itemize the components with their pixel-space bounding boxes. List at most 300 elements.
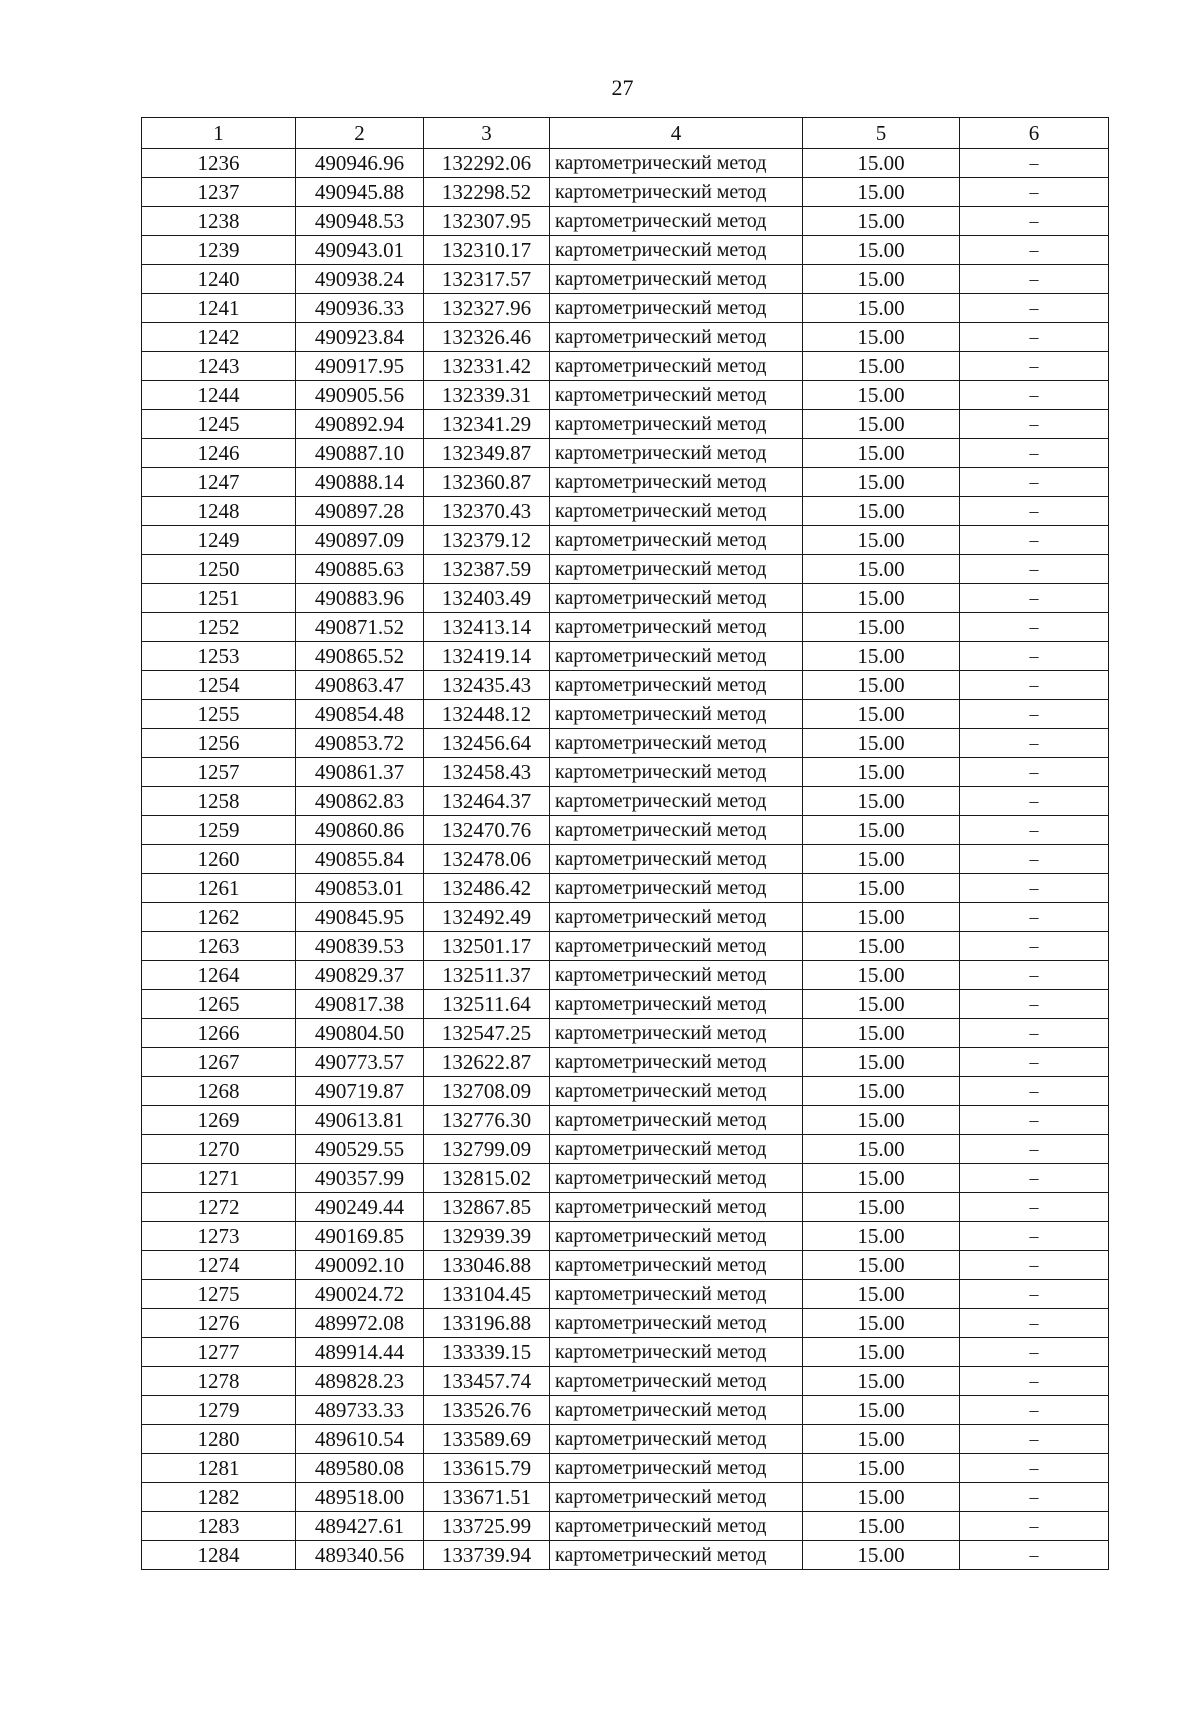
method-cell: картометрический метод xyxy=(550,671,803,700)
x-coordinate-cell: 490897.09 xyxy=(296,526,424,555)
x-coordinate-cell: 490863.47 xyxy=(296,671,424,700)
accuracy-cell: 15.00 xyxy=(803,1309,960,1338)
table-row xyxy=(142,584,1109,613)
x-coordinate-cell: 490845.95 xyxy=(296,903,424,932)
accuracy-cell: 15.00 xyxy=(803,207,960,236)
description-cell: – xyxy=(960,1425,1109,1454)
method-cell: картометрический метод xyxy=(550,1077,803,1106)
accuracy-cell: 15.00 xyxy=(803,1251,960,1280)
method-cell: картометрический метод xyxy=(550,845,803,874)
table-row xyxy=(142,1251,1109,1280)
accuracy-cell: 15.00 xyxy=(803,990,960,1019)
x-coordinate-cell: 490529.55 xyxy=(296,1135,424,1164)
x-coordinate-cell: 490888.14 xyxy=(296,468,424,497)
table-row xyxy=(142,903,1109,932)
method-cell: картометрический метод xyxy=(550,990,803,1019)
y-coordinate-cell: 132939.39 xyxy=(424,1222,550,1251)
method-cell: картометрический метод xyxy=(550,1280,803,1309)
table-row xyxy=(142,555,1109,584)
y-coordinate-cell: 132403.49 xyxy=(424,584,550,613)
table-row xyxy=(142,236,1109,265)
y-coordinate-cell: 132310.17 xyxy=(424,236,550,265)
method-cell: картометрический метод xyxy=(550,1512,803,1541)
accuracy-cell: 15.00 xyxy=(803,613,960,642)
accuracy-cell: 15.00 xyxy=(803,497,960,526)
page-number: 27 xyxy=(611,75,634,100)
method-cell: картометрический метод xyxy=(550,758,803,787)
y-coordinate-cell: 133104.45 xyxy=(424,1280,550,1309)
description-cell: – xyxy=(960,526,1109,555)
y-coordinate-cell: 132464.37 xyxy=(424,787,550,816)
accuracy-cell: 15.00 xyxy=(803,555,960,584)
table-row xyxy=(142,932,1109,961)
x-coordinate-cell: 490897.28 xyxy=(296,497,424,526)
description-cell: – xyxy=(960,1222,1109,1251)
accuracy-cell: 15.00 xyxy=(803,1512,960,1541)
description-cell: – xyxy=(960,1135,1109,1164)
accuracy-cell: 15.00 xyxy=(803,1280,960,1309)
x-coordinate-cell: 490773.57 xyxy=(296,1048,424,1077)
accuracy-cell: 15.00 xyxy=(803,1135,960,1164)
table-row xyxy=(142,1135,1109,1164)
y-coordinate-cell: 133046.88 xyxy=(424,1251,550,1280)
description-cell: – xyxy=(960,207,1109,236)
x-coordinate-cell: 489518.00 xyxy=(296,1483,424,1512)
table-row xyxy=(142,1512,1109,1541)
x-coordinate-cell: 490861.37 xyxy=(296,758,424,787)
y-coordinate-cell: 132298.52 xyxy=(424,178,550,207)
y-coordinate-cell: 132326.46 xyxy=(424,323,550,352)
point-number-cell: 1282 xyxy=(142,1483,296,1512)
point-number-cell: 1281 xyxy=(142,1454,296,1483)
x-coordinate-cell: 490839.53 xyxy=(296,932,424,961)
table-row xyxy=(142,497,1109,526)
table-row xyxy=(142,1425,1109,1454)
accuracy-cell: 15.00 xyxy=(803,236,960,265)
accuracy-cell: 15.00 xyxy=(803,1483,960,1512)
y-coordinate-cell: 132387.59 xyxy=(424,555,550,584)
point-number-cell: 1253 xyxy=(142,642,296,671)
accuracy-cell: 15.00 xyxy=(803,1193,960,1222)
table-row xyxy=(142,758,1109,787)
table-row xyxy=(142,1164,1109,1193)
description-cell: – xyxy=(960,1483,1109,1512)
table-row xyxy=(142,990,1109,1019)
method-cell: картометрический метод xyxy=(550,352,803,381)
description-cell: – xyxy=(960,787,1109,816)
point-number-cell: 1240 xyxy=(142,265,296,294)
y-coordinate-cell: 133526.76 xyxy=(424,1396,550,1425)
accuracy-cell: 15.00 xyxy=(803,874,960,903)
table-row xyxy=(142,1309,1109,1338)
y-coordinate-cell: 132511.37 xyxy=(424,961,550,990)
accuracy-cell: 15.00 xyxy=(803,149,960,178)
y-coordinate-cell: 132379.12 xyxy=(424,526,550,555)
accuracy-cell: 15.00 xyxy=(803,1164,960,1193)
x-coordinate-cell: 490917.95 xyxy=(296,352,424,381)
y-coordinate-cell: 132419.14 xyxy=(424,642,550,671)
table-row xyxy=(142,352,1109,381)
method-cell: картометрический метод xyxy=(550,439,803,468)
method-cell: картометрический метод xyxy=(550,207,803,236)
table-row xyxy=(142,1396,1109,1425)
point-number-cell: 1251 xyxy=(142,584,296,613)
method-cell: картометрический метод xyxy=(550,1135,803,1164)
method-cell: картометрический метод xyxy=(550,1048,803,1077)
method-cell: картометрический метод xyxy=(550,294,803,323)
description-cell: – xyxy=(960,816,1109,845)
description-cell: – xyxy=(960,1077,1109,1106)
column-header-description: 6 xyxy=(960,118,1109,149)
y-coordinate-cell: 132456.64 xyxy=(424,729,550,758)
description-cell: – xyxy=(960,555,1109,584)
y-coordinate-cell: 132331.42 xyxy=(424,352,550,381)
accuracy-cell: 15.00 xyxy=(803,700,960,729)
y-coordinate-cell: 132708.09 xyxy=(424,1077,550,1106)
table-row xyxy=(142,207,1109,236)
x-coordinate-cell: 490885.63 xyxy=(296,555,424,584)
description-cell: – xyxy=(960,381,1109,410)
table-row xyxy=(142,526,1109,555)
method-cell: картометрический метод xyxy=(550,497,803,526)
y-coordinate-cell: 132799.09 xyxy=(424,1135,550,1164)
description-cell: – xyxy=(960,642,1109,671)
description-cell: – xyxy=(960,1309,1109,1338)
y-coordinate-cell: 132867.85 xyxy=(424,1193,550,1222)
point-number-cell: 1263 xyxy=(142,932,296,961)
x-coordinate-cell: 490865.52 xyxy=(296,642,424,671)
column-header-method: 4 xyxy=(550,118,803,149)
description-cell: – xyxy=(960,584,1109,613)
table-row xyxy=(142,642,1109,671)
description-cell: – xyxy=(960,236,1109,265)
x-coordinate-cell: 490862.83 xyxy=(296,787,424,816)
point-number-cell: 1245 xyxy=(142,410,296,439)
description-cell: – xyxy=(960,1193,1109,1222)
column-header-accuracy: 5 xyxy=(803,118,960,149)
x-coordinate-cell: 490855.84 xyxy=(296,845,424,874)
table-row xyxy=(142,816,1109,845)
description-cell: – xyxy=(960,1106,1109,1135)
point-number-cell: 1266 xyxy=(142,1019,296,1048)
accuracy-cell: 15.00 xyxy=(803,961,960,990)
column-header-y-coordinate: 3 xyxy=(424,118,550,149)
y-coordinate-cell: 132413.14 xyxy=(424,613,550,642)
point-number-cell: 1283 xyxy=(142,1512,296,1541)
point-number-cell: 1261 xyxy=(142,874,296,903)
y-coordinate-cell: 132511.64 xyxy=(424,990,550,1019)
table-row xyxy=(142,1338,1109,1367)
y-coordinate-cell: 132622.87 xyxy=(424,1048,550,1077)
method-cell: картометрический метод xyxy=(550,1164,803,1193)
description-cell: – xyxy=(960,149,1109,178)
x-coordinate-cell: 490169.85 xyxy=(296,1222,424,1251)
x-coordinate-cell: 490804.50 xyxy=(296,1019,424,1048)
x-coordinate-cell: 489610.54 xyxy=(296,1425,424,1454)
x-coordinate-cell: 489733.33 xyxy=(296,1396,424,1425)
point-number-cell: 1254 xyxy=(142,671,296,700)
description-cell: – xyxy=(960,1280,1109,1309)
column-header-point-number: 1 xyxy=(142,118,296,149)
method-cell: картометрический метод xyxy=(550,816,803,845)
point-number-cell: 1264 xyxy=(142,961,296,990)
accuracy-cell: 15.00 xyxy=(803,323,960,352)
table-row xyxy=(142,439,1109,468)
point-number-cell: 1248 xyxy=(142,497,296,526)
method-cell: картометрический метод xyxy=(550,700,803,729)
y-coordinate-cell: 132317.57 xyxy=(424,265,550,294)
x-coordinate-cell: 489427.61 xyxy=(296,1512,424,1541)
table-row xyxy=(142,381,1109,410)
y-coordinate-cell: 132815.02 xyxy=(424,1164,550,1193)
point-number-cell: 1255 xyxy=(142,700,296,729)
accuracy-cell: 15.00 xyxy=(803,671,960,700)
x-coordinate-cell: 490936.33 xyxy=(296,294,424,323)
point-number-cell: 1241 xyxy=(142,294,296,323)
table-row xyxy=(142,1222,1109,1251)
method-cell: картометрический метод xyxy=(550,874,803,903)
accuracy-cell: 15.00 xyxy=(803,787,960,816)
x-coordinate-cell: 490860.86 xyxy=(296,816,424,845)
x-coordinate-cell: 490092.10 xyxy=(296,1251,424,1280)
accuracy-cell: 15.00 xyxy=(803,381,960,410)
table-row xyxy=(142,1193,1109,1222)
x-coordinate-cell: 490249.44 xyxy=(296,1193,424,1222)
accuracy-cell: 15.00 xyxy=(803,1077,960,1106)
x-coordinate-cell: 489914.44 xyxy=(296,1338,424,1367)
table-row xyxy=(142,1454,1109,1483)
x-coordinate-cell: 490943.01 xyxy=(296,236,424,265)
x-coordinate-cell: 489828.23 xyxy=(296,1367,424,1396)
point-number-cell: 1278 xyxy=(142,1367,296,1396)
y-coordinate-cell: 132448.12 xyxy=(424,700,550,729)
table-row xyxy=(142,1077,1109,1106)
y-coordinate-cell: 132478.06 xyxy=(424,845,550,874)
x-coordinate-cell: 490854.48 xyxy=(296,700,424,729)
description-cell: – xyxy=(960,1164,1109,1193)
table-row xyxy=(142,671,1109,700)
accuracy-cell: 15.00 xyxy=(803,1019,960,1048)
method-cell: картометрический метод xyxy=(550,1309,803,1338)
table-row xyxy=(142,149,1109,178)
accuracy-cell: 15.00 xyxy=(803,1367,960,1396)
method-cell: картометрический метод xyxy=(550,1338,803,1367)
point-number-cell: 1270 xyxy=(142,1135,296,1164)
point-number-cell: 1265 xyxy=(142,990,296,1019)
table-row xyxy=(142,468,1109,497)
method-cell: картометрический метод xyxy=(550,555,803,584)
description-cell: – xyxy=(960,352,1109,381)
point-number-cell: 1284 xyxy=(142,1541,296,1570)
y-coordinate-cell: 132776.30 xyxy=(424,1106,550,1135)
method-cell: картометрический метод xyxy=(550,961,803,990)
point-number-cell: 1247 xyxy=(142,468,296,497)
table-row xyxy=(142,613,1109,642)
accuracy-cell: 15.00 xyxy=(803,1338,960,1367)
point-number-cell: 1244 xyxy=(142,381,296,410)
description-cell: – xyxy=(960,1019,1109,1048)
description-cell: – xyxy=(960,294,1109,323)
accuracy-cell: 15.00 xyxy=(803,1454,960,1483)
method-cell: картометрический метод xyxy=(550,1541,803,1570)
accuracy-cell: 15.00 xyxy=(803,903,960,932)
accuracy-cell: 15.00 xyxy=(803,352,960,381)
y-coordinate-cell: 133196.88 xyxy=(424,1309,550,1338)
accuracy-cell: 15.00 xyxy=(803,642,960,671)
method-cell: картометрический метод xyxy=(550,410,803,439)
x-coordinate-cell: 490923.84 xyxy=(296,323,424,352)
point-number-cell: 1269 xyxy=(142,1106,296,1135)
table-row xyxy=(142,1048,1109,1077)
description-cell: – xyxy=(960,410,1109,439)
description-cell: – xyxy=(960,845,1109,874)
table-body xyxy=(142,149,1109,1570)
accuracy-cell: 15.00 xyxy=(803,816,960,845)
description-cell: – xyxy=(960,1251,1109,1280)
point-number-cell: 1262 xyxy=(142,903,296,932)
point-number-cell: 1280 xyxy=(142,1425,296,1454)
y-coordinate-cell: 133457.74 xyxy=(424,1367,550,1396)
method-cell: картометрический метод xyxy=(550,381,803,410)
y-coordinate-cell: 132327.96 xyxy=(424,294,550,323)
description-cell: – xyxy=(960,758,1109,787)
description-cell: – xyxy=(960,729,1109,758)
table-header-row xyxy=(142,118,1109,149)
y-coordinate-cell: 132501.17 xyxy=(424,932,550,961)
point-number-cell: 1257 xyxy=(142,758,296,787)
y-coordinate-cell: 132486.42 xyxy=(424,874,550,903)
x-coordinate-cell: 490892.94 xyxy=(296,410,424,439)
description-cell: – xyxy=(960,961,1109,990)
method-cell: картометрический метод xyxy=(550,729,803,758)
y-coordinate-cell: 132349.87 xyxy=(424,439,550,468)
x-coordinate-cell: 490938.24 xyxy=(296,265,424,294)
description-cell: – xyxy=(960,439,1109,468)
point-number-cell: 1250 xyxy=(142,555,296,584)
point-number-cell: 1239 xyxy=(142,236,296,265)
table-row xyxy=(142,294,1109,323)
description-cell: – xyxy=(960,903,1109,932)
accuracy-cell: 15.00 xyxy=(803,265,960,294)
table-row xyxy=(142,1106,1109,1135)
table-row xyxy=(142,787,1109,816)
x-coordinate-cell: 490883.96 xyxy=(296,584,424,613)
table-row xyxy=(142,1019,1109,1048)
point-number-cell: 1256 xyxy=(142,729,296,758)
table-row xyxy=(142,265,1109,294)
method-cell: картометрический метод xyxy=(550,1483,803,1512)
table-row xyxy=(142,700,1109,729)
y-coordinate-cell: 132292.06 xyxy=(424,149,550,178)
y-coordinate-cell: 133671.51 xyxy=(424,1483,550,1512)
point-number-cell: 1279 xyxy=(142,1396,296,1425)
description-cell: – xyxy=(960,1512,1109,1541)
accuracy-cell: 15.00 xyxy=(803,526,960,555)
description-cell: – xyxy=(960,700,1109,729)
table-row xyxy=(142,961,1109,990)
description-cell: – xyxy=(960,497,1109,526)
x-coordinate-cell: 489340.56 xyxy=(296,1541,424,1570)
point-number-cell: 1275 xyxy=(142,1280,296,1309)
table-row xyxy=(142,1541,1109,1570)
description-cell: – xyxy=(960,613,1109,642)
y-coordinate-cell: 132341.29 xyxy=(424,410,550,439)
x-coordinate-cell: 490613.81 xyxy=(296,1106,424,1135)
point-number-cell: 1273 xyxy=(142,1222,296,1251)
point-number-cell: 1238 xyxy=(142,207,296,236)
method-cell: картометрический метод xyxy=(550,1106,803,1135)
method-cell: картометрический метод xyxy=(550,642,803,671)
point-number-cell: 1271 xyxy=(142,1164,296,1193)
point-number-cell: 1260 xyxy=(142,845,296,874)
table-row xyxy=(142,729,1109,758)
description-cell: – xyxy=(960,1338,1109,1367)
description-cell: – xyxy=(960,265,1109,294)
point-number-cell: 1249 xyxy=(142,526,296,555)
method-cell: картометрический метод xyxy=(550,149,803,178)
point-number-cell: 1252 xyxy=(142,613,296,642)
point-number-cell: 1277 xyxy=(142,1338,296,1367)
method-cell: картометрический метод xyxy=(550,526,803,555)
x-coordinate-cell: 490945.88 xyxy=(296,178,424,207)
point-number-cell: 1272 xyxy=(142,1193,296,1222)
accuracy-cell: 15.00 xyxy=(803,1396,960,1425)
method-cell: картометрический метод xyxy=(550,584,803,613)
y-coordinate-cell: 133615.79 xyxy=(424,1454,550,1483)
description-cell: – xyxy=(960,1396,1109,1425)
description-cell: – xyxy=(960,874,1109,903)
x-coordinate-cell: 490829.37 xyxy=(296,961,424,990)
point-number-cell: 1267 xyxy=(142,1048,296,1077)
x-coordinate-cell: 490887.10 xyxy=(296,439,424,468)
table-row xyxy=(142,178,1109,207)
x-coordinate-cell: 490817.38 xyxy=(296,990,424,1019)
y-coordinate-cell: 132547.25 xyxy=(424,1019,550,1048)
method-cell: картометрический метод xyxy=(550,265,803,294)
x-coordinate-cell: 489972.08 xyxy=(296,1309,424,1338)
x-coordinate-cell: 490946.96 xyxy=(296,149,424,178)
method-cell: картометрический метод xyxy=(550,1251,803,1280)
description-cell: – xyxy=(960,178,1109,207)
point-number-cell: 1246 xyxy=(142,439,296,468)
y-coordinate-cell: 133589.69 xyxy=(424,1425,550,1454)
y-coordinate-cell: 132360.87 xyxy=(424,468,550,497)
y-coordinate-cell: 132370.43 xyxy=(424,497,550,526)
accuracy-cell: 15.00 xyxy=(803,1048,960,1077)
y-coordinate-cell: 133725.99 xyxy=(424,1512,550,1541)
method-cell: картометрический метод xyxy=(550,178,803,207)
accuracy-cell: 15.00 xyxy=(803,729,960,758)
method-cell: картометрический метод xyxy=(550,1367,803,1396)
method-cell: картометрический метод xyxy=(550,1425,803,1454)
method-cell: картометрический метод xyxy=(550,1193,803,1222)
y-coordinate-cell: 132307.95 xyxy=(424,207,550,236)
x-coordinate-cell: 489580.08 xyxy=(296,1454,424,1483)
point-number-cell: 1274 xyxy=(142,1251,296,1280)
method-cell: картометрический метод xyxy=(550,787,803,816)
accuracy-cell: 15.00 xyxy=(803,845,960,874)
table-row xyxy=(142,845,1109,874)
method-cell: картометрический метод xyxy=(550,236,803,265)
x-coordinate-cell: 490853.01 xyxy=(296,874,424,903)
point-number-cell: 1237 xyxy=(142,178,296,207)
method-cell: картометрический метод xyxy=(550,613,803,642)
table-row xyxy=(142,1280,1109,1309)
method-cell: картометрический метод xyxy=(550,468,803,497)
description-cell: – xyxy=(960,1454,1109,1483)
table-row xyxy=(142,410,1109,439)
x-coordinate-cell: 490719.87 xyxy=(296,1077,424,1106)
